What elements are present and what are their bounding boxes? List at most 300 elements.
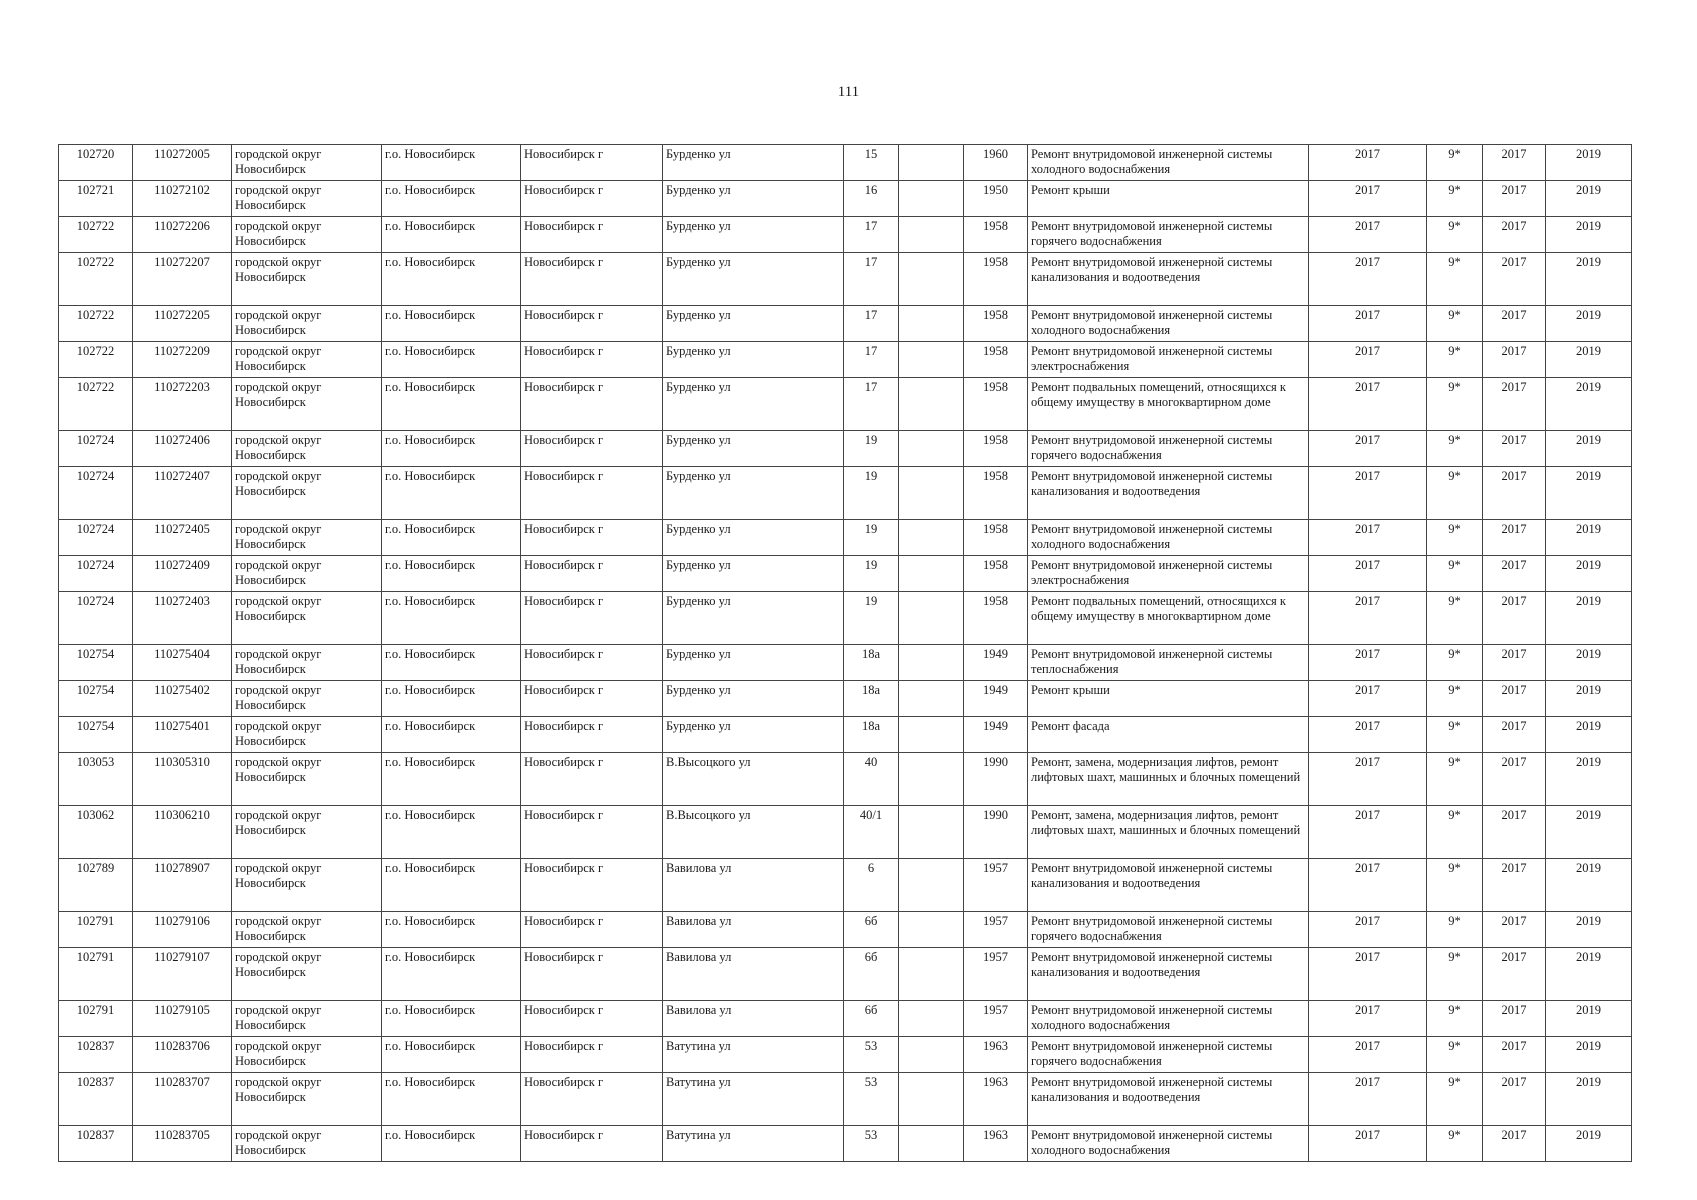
- cell-footnote-mark: 9*: [1427, 592, 1483, 645]
- cell-plan-year: 2017: [1309, 912, 1427, 948]
- cell-municipality: городской округ Новосибирск: [232, 1126, 382, 1162]
- cell-street: Бурденко ул: [663, 145, 844, 181]
- page-number: 111: [837, 84, 860, 100]
- cell-municipality: городской округ Новосибирск: [232, 253, 382, 306]
- cell-end-year: 2019: [1546, 145, 1632, 181]
- cell-building-block: [899, 806, 964, 859]
- cell-end-year: 2019: [1546, 253, 1632, 306]
- cell-footnote-mark: 9*: [1427, 859, 1483, 912]
- cell-building-block: [899, 1126, 964, 1162]
- table-row: [59, 645, 1632, 681]
- cell-plan-year: 2017: [1309, 181, 1427, 217]
- cell-object-id: 102789: [59, 859, 133, 912]
- cell-municipality: городской округ Новосибирск: [232, 592, 382, 645]
- table-row: [59, 806, 1632, 859]
- cell-footnote-mark: 9*: [1427, 806, 1483, 859]
- cell-work-type: Ремонт внутридомовой инженерной системы холодного водоснабжения: [1028, 1001, 1309, 1037]
- cell-work-code: 110272409: [133, 556, 232, 592]
- cell-object-id: 102791: [59, 1001, 133, 1037]
- cell-work-type: Ремонт внутридомовой инженерной системы канализования и водоотведения: [1028, 253, 1309, 306]
- cell-municipal-formation: г.о. Новосибирск: [382, 253, 521, 306]
- cell-building-block: [899, 1001, 964, 1037]
- cell-object-id: 103062: [59, 806, 133, 859]
- cell-house-number: 17: [844, 378, 899, 431]
- cell-municipality: городской округ Новосибирск: [232, 806, 382, 859]
- cell-work-type: Ремонт внутридомовой инженерной системы холодного водоснабжения: [1028, 145, 1309, 181]
- cell-work-type: Ремонт внутридомовой инженерной системы электроснабжения: [1028, 342, 1309, 378]
- cell-end-year: 2019: [1546, 753, 1632, 806]
- cell-street: Бурденко ул: [663, 556, 844, 592]
- cell-plan-year: 2017: [1309, 859, 1427, 912]
- cell-start-year: 2017: [1483, 592, 1546, 645]
- cell-municipal-formation: г.о. Новосибирск: [382, 645, 521, 681]
- table-row: [59, 520, 1632, 556]
- cell-building-block: [899, 717, 964, 753]
- cell-municipality: городской округ Новосибирск: [232, 1037, 382, 1073]
- cell-street: Бурденко ул: [663, 645, 844, 681]
- cell-build-year: 1963: [964, 1073, 1028, 1126]
- cell-settlement: Новосибирск г: [521, 467, 663, 520]
- cell-plan-year: 2017: [1309, 681, 1427, 717]
- cell-settlement: Новосибирск г: [521, 948, 663, 1001]
- cell-footnote-mark: 9*: [1427, 520, 1483, 556]
- cell-municipal-formation: г.о. Новосибирск: [382, 859, 521, 912]
- cell-object-id: 102722: [59, 342, 133, 378]
- cell-house-number: 19: [844, 520, 899, 556]
- cell-work-type: Ремонт внутридомовой инженерной системы горячего водоснабжения: [1028, 1037, 1309, 1073]
- cell-object-id: 102791: [59, 948, 133, 1001]
- cell-footnote-mark: 9*: [1427, 217, 1483, 253]
- cell-footnote-mark: 9*: [1427, 431, 1483, 467]
- cell-municipal-formation: г.о. Новосибирск: [382, 378, 521, 431]
- cell-footnote-mark: 9*: [1427, 681, 1483, 717]
- cell-building-block: [899, 556, 964, 592]
- cell-house-number: 19: [844, 592, 899, 645]
- cell-municipality: городской округ Новосибирск: [232, 145, 382, 181]
- cell-build-year: 1957: [964, 948, 1028, 1001]
- cell-start-year: 2017: [1483, 1001, 1546, 1037]
- cell-work-type: Ремонт крыши: [1028, 681, 1309, 717]
- cell-object-id: 102722: [59, 306, 133, 342]
- cell-work-type: Ремонт внутридомовой инженерной системы холодного водоснабжения: [1028, 306, 1309, 342]
- cell-street: Бурденко ул: [663, 253, 844, 306]
- cell-work-type: Ремонт внутридомовой инженерной системы канализования и водоотведения: [1028, 948, 1309, 1001]
- table-row: [59, 912, 1632, 948]
- cell-work-code: 110283705: [133, 1126, 232, 1162]
- table-row: [59, 1126, 1632, 1162]
- cell-footnote-mark: 9*: [1427, 145, 1483, 181]
- cell-building-block: [899, 912, 964, 948]
- cell-start-year: 2017: [1483, 342, 1546, 378]
- cell-municipality: городской округ Новосибирск: [232, 912, 382, 948]
- cell-work-code: 110272203: [133, 378, 232, 431]
- cell-start-year: 2017: [1483, 467, 1546, 520]
- cell-object-id: 102722: [59, 253, 133, 306]
- cell-house-number: 19: [844, 467, 899, 520]
- table-row: [59, 181, 1632, 217]
- cell-work-code: 110272209: [133, 342, 232, 378]
- cell-plan-year: 2017: [1309, 806, 1427, 859]
- cell-object-id: 102754: [59, 717, 133, 753]
- cell-municipal-formation: г.о. Новосибирск: [382, 1001, 521, 1037]
- cell-build-year: 1963: [964, 1037, 1028, 1073]
- cell-footnote-mark: 9*: [1427, 717, 1483, 753]
- cell-street: Бурденко ул: [663, 681, 844, 717]
- cell-build-year: 1958: [964, 217, 1028, 253]
- cell-footnote-mark: 9*: [1427, 753, 1483, 806]
- cell-build-year: 1958: [964, 520, 1028, 556]
- cell-house-number: 40/1: [844, 806, 899, 859]
- table-row: [59, 467, 1632, 520]
- cell-work-code: 110272207: [133, 253, 232, 306]
- cell-object-id: 102837: [59, 1037, 133, 1073]
- cell-object-id: 102722: [59, 378, 133, 431]
- cell-municipality: городской округ Новосибирск: [232, 717, 382, 753]
- cell-street: Бурденко ул: [663, 306, 844, 342]
- cell-plan-year: 2017: [1309, 592, 1427, 645]
- cell-building-block: [899, 520, 964, 556]
- cell-end-year: 2019: [1546, 645, 1632, 681]
- cell-object-id: 102724: [59, 592, 133, 645]
- cell-building-block: [899, 948, 964, 1001]
- cell-plan-year: 2017: [1309, 717, 1427, 753]
- cell-build-year: 1958: [964, 306, 1028, 342]
- cell-end-year: 2019: [1546, 467, 1632, 520]
- cell-settlement: Новосибирск г: [521, 1037, 663, 1073]
- table-row: [59, 592, 1632, 645]
- cell-street: В.Высоцкого ул: [663, 753, 844, 806]
- cell-house-number: 6б: [844, 948, 899, 1001]
- cell-building-block: [899, 342, 964, 378]
- cell-end-year: 2019: [1546, 556, 1632, 592]
- cell-end-year: 2019: [1546, 217, 1632, 253]
- cell-start-year: 2017: [1483, 431, 1546, 467]
- cell-plan-year: 2017: [1309, 948, 1427, 1001]
- cell-footnote-mark: 9*: [1427, 181, 1483, 217]
- cell-object-id: 102724: [59, 556, 133, 592]
- cell-end-year: 2019: [1546, 342, 1632, 378]
- cell-settlement: Новосибирск г: [521, 145, 663, 181]
- cell-municipal-formation: г.о. Новосибирск: [382, 342, 521, 378]
- cell-settlement: Новосибирск г: [521, 1073, 663, 1126]
- cell-municipality: городской округ Новосибирск: [232, 467, 382, 520]
- cell-end-year: 2019: [1546, 912, 1632, 948]
- cell-plan-year: 2017: [1309, 217, 1427, 253]
- cell-plan-year: 2017: [1309, 1037, 1427, 1073]
- cell-house-number: 18а: [844, 645, 899, 681]
- cell-street: Вавилова ул: [663, 912, 844, 948]
- cell-settlement: Новосибирск г: [521, 378, 663, 431]
- cell-work-type: Ремонт внутридомовой инженерной системы холодного водоснабжения: [1028, 1126, 1309, 1162]
- cell-work-type: Ремонт крыши: [1028, 181, 1309, 217]
- cell-settlement: Новосибирск г: [521, 181, 663, 217]
- cell-object-id: 102837: [59, 1073, 133, 1126]
- cell-street: Бурденко ул: [663, 467, 844, 520]
- cell-start-year: 2017: [1483, 681, 1546, 717]
- cell-footnote-mark: 9*: [1427, 948, 1483, 1001]
- table-row: [59, 948, 1632, 1001]
- cell-work-type: Ремонт, замена, модернизация лифтов, ремонт лифтовых шахт, машинных и блочных помещений: [1028, 753, 1309, 806]
- cell-end-year: 2019: [1546, 1126, 1632, 1162]
- cell-build-year: 1990: [964, 753, 1028, 806]
- cell-build-year: 1957: [964, 859, 1028, 912]
- cell-start-year: 2017: [1483, 1126, 1546, 1162]
- table-row: [59, 753, 1632, 806]
- cell-municipal-formation: г.о. Новосибирск: [382, 306, 521, 342]
- cell-build-year: 1958: [964, 592, 1028, 645]
- table-row: [59, 217, 1632, 253]
- cell-building-block: [899, 1073, 964, 1126]
- cell-street: Ватутина ул: [663, 1037, 844, 1073]
- table-row: [59, 342, 1632, 378]
- cell-object-id: 102722: [59, 217, 133, 253]
- cell-settlement: Новосибирск г: [521, 912, 663, 948]
- cell-building-block: [899, 592, 964, 645]
- cell-municipal-formation: г.о. Новосибирск: [382, 181, 521, 217]
- cell-object-id: 102721: [59, 181, 133, 217]
- cell-house-number: 6б: [844, 912, 899, 948]
- cell-start-year: 2017: [1483, 1073, 1546, 1126]
- cell-start-year: 2017: [1483, 217, 1546, 253]
- cell-work-type: Ремонт подвальных помещений, относящихся к общему имуществу в многоквартирном доме: [1028, 378, 1309, 431]
- cell-house-number: 19: [844, 431, 899, 467]
- cell-build-year: 1949: [964, 645, 1028, 681]
- table-row: [59, 859, 1632, 912]
- cell-building-block: [899, 306, 964, 342]
- cell-building-block: [899, 145, 964, 181]
- cell-start-year: 2017: [1483, 181, 1546, 217]
- cell-start-year: 2017: [1483, 717, 1546, 753]
- cell-end-year: 2019: [1546, 1037, 1632, 1073]
- cell-municipality: городской округ Новосибирск: [232, 753, 382, 806]
- cell-municipal-formation: г.о. Новосибирск: [382, 1073, 521, 1126]
- cell-end-year: 2019: [1546, 948, 1632, 1001]
- cell-work-code: 110275401: [133, 717, 232, 753]
- cell-object-id: 102754: [59, 681, 133, 717]
- cell-building-block: [899, 753, 964, 806]
- cell-footnote-mark: 9*: [1427, 645, 1483, 681]
- cell-municipality: городской округ Новосибирск: [232, 948, 382, 1001]
- cell-build-year: 1960: [964, 145, 1028, 181]
- cell-settlement: Новосибирск г: [521, 520, 663, 556]
- cell-street: Бурденко ул: [663, 717, 844, 753]
- cell-settlement: Новосибирск г: [521, 717, 663, 753]
- cell-object-id: 102837: [59, 1126, 133, 1162]
- cell-plan-year: 2017: [1309, 1001, 1427, 1037]
- cell-work-code: 110272406: [133, 431, 232, 467]
- cell-work-type: Ремонт внутридомовой инженерной системы теплоснабжения: [1028, 645, 1309, 681]
- cell-plan-year: 2017: [1309, 342, 1427, 378]
- cell-end-year: 2019: [1546, 181, 1632, 217]
- cell-build-year: 1957: [964, 912, 1028, 948]
- cell-municipality: городской округ Новосибирск: [232, 431, 382, 467]
- cell-municipality: городской округ Новосибирск: [232, 645, 382, 681]
- cell-work-type: Ремонт внутридомовой инженерной системы канализования и водоотведения: [1028, 859, 1309, 912]
- cell-plan-year: 2017: [1309, 753, 1427, 806]
- cell-end-year: 2019: [1546, 306, 1632, 342]
- cell-street: Ватутина ул: [663, 1073, 844, 1126]
- cell-start-year: 2017: [1483, 378, 1546, 431]
- cell-work-code: 110278907: [133, 859, 232, 912]
- cell-municipality: городской округ Новосибирск: [232, 342, 382, 378]
- cell-building-block: [899, 681, 964, 717]
- capital-repair-table: [58, 144, 1632, 1162]
- cell-municipal-formation: г.о. Новосибирск: [382, 1126, 521, 1162]
- cell-municipal-formation: г.о. Новосибирск: [382, 467, 521, 520]
- cell-end-year: 2019: [1546, 378, 1632, 431]
- cell-settlement: Новосибирск г: [521, 645, 663, 681]
- cell-build-year: 1949: [964, 717, 1028, 753]
- cell-work-code: 110272206: [133, 217, 232, 253]
- cell-municipality: городской округ Новосибирск: [232, 520, 382, 556]
- cell-end-year: 2019: [1546, 1001, 1632, 1037]
- cell-municipal-formation: г.о. Новосибирск: [382, 717, 521, 753]
- cell-settlement: Новосибирск г: [521, 342, 663, 378]
- cell-work-code: 110279105: [133, 1001, 232, 1037]
- cell-footnote-mark: 9*: [1427, 467, 1483, 520]
- cell-work-type: Ремонт, замена, модернизация лифтов, ремонт лифтовых шахт, машинных и блочных помещений: [1028, 806, 1309, 859]
- cell-municipal-formation: г.о. Новосибирск: [382, 806, 521, 859]
- cell-build-year: 1950: [964, 181, 1028, 217]
- cell-build-year: 1957: [964, 1001, 1028, 1037]
- table-row: [59, 253, 1632, 306]
- cell-municipal-formation: г.о. Новосибирск: [382, 912, 521, 948]
- cell-street: Бурденко ул: [663, 431, 844, 467]
- cell-municipality: городской округ Новосибирск: [232, 181, 382, 217]
- table-row: [59, 306, 1632, 342]
- cell-building-block: [899, 645, 964, 681]
- cell-work-type: Ремонт фасада: [1028, 717, 1309, 753]
- cell-municipality: городской округ Новосибирск: [232, 378, 382, 431]
- cell-object-id: 102754: [59, 645, 133, 681]
- cell-street: Ватутина ул: [663, 1126, 844, 1162]
- cell-object-id: 102791: [59, 912, 133, 948]
- cell-house-number: 17: [844, 342, 899, 378]
- cell-street: Вавилова ул: [663, 1001, 844, 1037]
- cell-start-year: 2017: [1483, 645, 1546, 681]
- cell-plan-year: 2017: [1309, 520, 1427, 556]
- table-row: [59, 556, 1632, 592]
- cell-settlement: Новосибирск г: [521, 1001, 663, 1037]
- cell-work-code: 110306210: [133, 806, 232, 859]
- cell-object-id: 102724: [59, 467, 133, 520]
- cell-building-block: [899, 253, 964, 306]
- cell-building-block: [899, 217, 964, 253]
- cell-start-year: 2017: [1483, 306, 1546, 342]
- cell-municipality: городской округ Новосибирск: [232, 681, 382, 717]
- cell-settlement: Новосибирск г: [521, 253, 663, 306]
- cell-settlement: Новосибирск г: [521, 592, 663, 645]
- table-row: [59, 1073, 1632, 1126]
- cell-street: В.Высоцкого ул: [663, 806, 844, 859]
- table-row: [59, 681, 1632, 717]
- cell-footnote-mark: 9*: [1427, 1073, 1483, 1126]
- cell-plan-year: 2017: [1309, 253, 1427, 306]
- cell-settlement: Новосибирск г: [521, 217, 663, 253]
- cell-house-number: 40: [844, 753, 899, 806]
- cell-municipal-formation: г.о. Новосибирск: [382, 592, 521, 645]
- cell-build-year: 1990: [964, 806, 1028, 859]
- cell-municipality: городской округ Новосибирск: [232, 859, 382, 912]
- cell-house-number: 15: [844, 145, 899, 181]
- cell-end-year: 2019: [1546, 681, 1632, 717]
- cell-work-code: 110272405: [133, 520, 232, 556]
- cell-house-number: 17: [844, 253, 899, 306]
- cell-object-id: 103053: [59, 753, 133, 806]
- cell-plan-year: 2017: [1309, 645, 1427, 681]
- cell-start-year: 2017: [1483, 556, 1546, 592]
- cell-street: Бурденко ул: [663, 342, 844, 378]
- cell-work-type: Ремонт внутридомовой инженерной системы канализования и водоотведения: [1028, 467, 1309, 520]
- cell-plan-year: 2017: [1309, 306, 1427, 342]
- cell-plan-year: 2017: [1309, 467, 1427, 520]
- cell-settlement: Новосибирск г: [521, 1126, 663, 1162]
- cell-house-number: 53: [844, 1073, 899, 1126]
- cell-work-code: 110272403: [133, 592, 232, 645]
- cell-end-year: 2019: [1546, 859, 1632, 912]
- cell-settlement: Новосибирск г: [521, 556, 663, 592]
- cell-house-number: 17: [844, 217, 899, 253]
- cell-work-code: 110272102: [133, 181, 232, 217]
- cell-footnote-mark: 9*: [1427, 1126, 1483, 1162]
- cell-building-block: [899, 431, 964, 467]
- cell-build-year: 1963: [964, 1126, 1028, 1162]
- cell-house-number: 53: [844, 1126, 899, 1162]
- cell-end-year: 2019: [1546, 1073, 1632, 1126]
- cell-house-number: 53: [844, 1037, 899, 1073]
- cell-work-type: Ремонт подвальных помещений, относящихся к общему имуществу в многоквартирном доме: [1028, 592, 1309, 645]
- table-row: [59, 145, 1632, 181]
- cell-build-year: 1949: [964, 681, 1028, 717]
- cell-street: Вавилова ул: [663, 859, 844, 912]
- cell-work-code: 110279106: [133, 912, 232, 948]
- cell-build-year: 1958: [964, 467, 1028, 520]
- cell-start-year: 2017: [1483, 253, 1546, 306]
- table-row: [59, 1001, 1632, 1037]
- table-row: [59, 378, 1632, 431]
- cell-municipal-formation: г.о. Новосибирск: [382, 753, 521, 806]
- cell-start-year: 2017: [1483, 1037, 1546, 1073]
- cell-work-code: 110275402: [133, 681, 232, 717]
- cell-start-year: 2017: [1483, 753, 1546, 806]
- cell-plan-year: 2017: [1309, 145, 1427, 181]
- cell-plan-year: 2017: [1309, 1126, 1427, 1162]
- cell-footnote-mark: 9*: [1427, 306, 1483, 342]
- cell-municipality: городской округ Новосибирск: [232, 217, 382, 253]
- cell-municipal-formation: г.о. Новосибирск: [382, 948, 521, 1001]
- cell-street: Бурденко ул: [663, 378, 844, 431]
- cell-work-type: Ремонт внутридомовой инженерной системы горячего водоснабжения: [1028, 912, 1309, 948]
- cell-footnote-mark: 9*: [1427, 378, 1483, 431]
- cell-municipality: городской округ Новосибирск: [232, 306, 382, 342]
- cell-house-number: 6: [844, 859, 899, 912]
- cell-street: Вавилова ул: [663, 948, 844, 1001]
- cell-footnote-mark: 9*: [1427, 1001, 1483, 1037]
- cell-municipality: городской округ Новосибирск: [232, 1001, 382, 1037]
- cell-end-year: 2019: [1546, 592, 1632, 645]
- cell-house-number: 6б: [844, 1001, 899, 1037]
- cell-start-year: 2017: [1483, 520, 1546, 556]
- cell-start-year: 2017: [1483, 806, 1546, 859]
- cell-footnote-mark: 9*: [1427, 1037, 1483, 1073]
- cell-settlement: Новосибирск г: [521, 681, 663, 717]
- cell-building-block: [899, 181, 964, 217]
- cell-work-code: 110272407: [133, 467, 232, 520]
- cell-object-id: 102724: [59, 431, 133, 467]
- cell-plan-year: 2017: [1309, 378, 1427, 431]
- cell-house-number: 18а: [844, 681, 899, 717]
- cell-settlement: Новосибирск г: [521, 859, 663, 912]
